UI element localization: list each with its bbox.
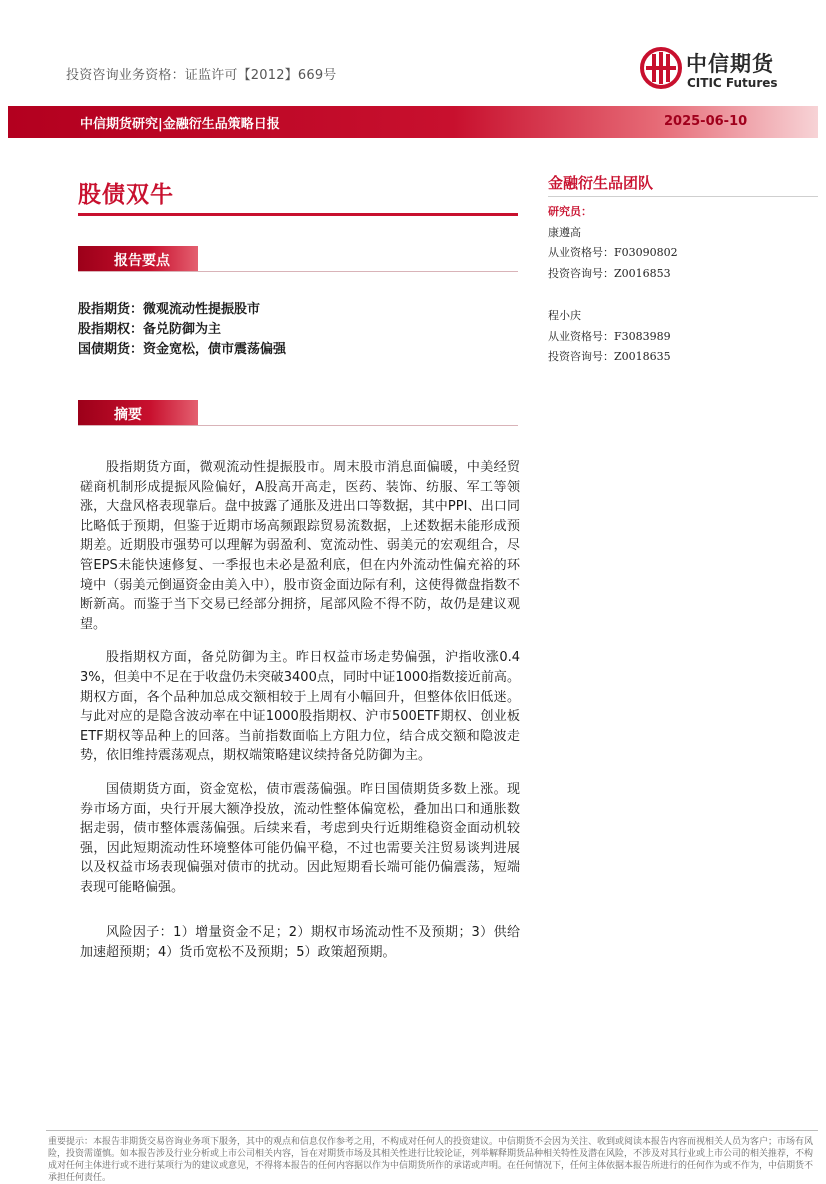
- key-point-item: 股指期货：微观流动性提振股市: [78, 302, 261, 317]
- report-date: 2025-06-10: [664, 114, 748, 129]
- abstract-label: 摘要: [114, 407, 142, 423]
- logo-cn-text: 中信期货: [686, 52, 774, 76]
- banner-title: 中信期货研究|金融衍生品策略日报: [80, 117, 280, 132]
- member-consult: 投资咨询号：Z0018635: [548, 350, 671, 363]
- team-info: [548, 202, 678, 368]
- member-name: 康遵高: [548, 225, 581, 239]
- header-banner: [8, 106, 818, 138]
- certification-text: 投资咨询业务资格：证监许可【2012】669号: [66, 68, 337, 83]
- member-consult: 投资咨询号：Z0016853: [548, 266, 671, 280]
- member-name: 程小庆: [548, 309, 581, 322]
- abstract-paragraph-index-futures: 股指期货方面，微观流动性提振股市。周末股市消息面偏暖，中美经贸磋商机制形成提振风险偏好，A股高开高走，医药、装饰、纺服、军工等领涨，大盘风格表现靠后。盘中披露了通胀及进出口等数据，其中PPI、出口同比略低于预期，但鉴于近期市场高频跟踪贸易流数据，上述数据未能形成预期差。近期股市强势可以理解为弱盈利、宽流动性、弱美元的宏观组合，尽管EPS未能快速修复、一季报也未必是盈利底，但在内外流动性偏充裕的环境中（弱美元倒逼资金由美入中），股市资金面边际有利，这使得微盘指数不断新高。而鉴于当下交易已经部分拥挤，尾部风险不得不防，故仍是建议观望。: [80, 460, 520, 632]
- company-logo: [640, 44, 810, 96]
- section-divider: [78, 425, 518, 426]
- key-points-label: 报告要点: [114, 253, 170, 269]
- spacer: [548, 284, 678, 306]
- footer-divider: [46, 1130, 818, 1131]
- abstract-paragraph-risk-factors: 风险因子：1）增量资金不足；2）期权市场流动性不及预期；3）供给加速超预期；4）货币宽松不及预期；5）政策超预期。: [80, 925, 520, 961]
- team-title: 金融衍生品团队: [548, 174, 654, 192]
- key-points-list: [78, 300, 286, 360]
- citic-logo-icon: [640, 46, 682, 90]
- key-point-item: 股指期权：备兑防御为主: [78, 322, 222, 337]
- section-divider: [78, 271, 518, 272]
- abstract-paragraph-bond-futures: 国债期货方面，资金宽松，债市震荡偏强。昨日国债期货多数上涨。现券市场方面，央行开展大额净投放，流动性整体偏宽松，叠加出口和通胀数据走弱，债市整体震荡偏强。后续来看，考虑到央行近期维稳资金面动机较强，因此短期流动性环境整体可能仍偏平稳，不过也需要关注贸易谈判进展以及权益市场表现偏强对债市的扰动。因此短期看长端可能仍偏震荡，短端表现可能略偏强。: [80, 781, 520, 895]
- abstract-header: [78, 400, 518, 426]
- title-divider: [78, 213, 518, 216]
- role-label: 研究员：: [548, 205, 592, 218]
- key-point-item: 国债期货：资金宽松，债市震荡偏强: [78, 342, 287, 357]
- member-license: 从业资格号：F03090802: [548, 246, 678, 259]
- team-divider: [548, 196, 818, 197]
- abstract-paragraph-index-options: 股指期权方面，备兑防御为主。昨日权益市场走势偏强，沪指收涨0.43%，但美中不足在于收盘仍未突破3400点，同时中证1000指数接近前高。期权方面，各个品种加总成交额相较于上周有小幅回升，但整体依旧低迷。与此对应的是隐含波动率在中证1000股指期权、沪市500ETF期权、创业板ETF期权等品种上的回落。当前指数面临上方阻力位，结合成交额和隐波走势，依旧维持震荡观点，期权端策略建议续持备兑防御为主。: [80, 650, 520, 764]
- member-license: 从业资格号：F3083989: [548, 329, 671, 343]
- abstract-body: [80, 458, 520, 977]
- report-title: 股债双牛: [78, 182, 174, 208]
- logo-en-text: CITIC Futures: [687, 76, 778, 90]
- disclaimer-text: 重要提示：本报告非期货交易咨询业务项下服务，其中的观点和信息仅作参考之用，不构成对任何人的投资建议。中信期货不会因为关注、收到或阅读本报告内容而视相关人员为客户；市场有风险，投资需谨慎。如本报告涉及行业分析或上市公司相关内容，旨在对期货市场及其相关性进行比较论证，列举解释期货品种相关特性及潜在风险，不涉及对其行业或上市公司的相关推荐，不构成对任何主体进行或不进行某项行为的建议或意见，不得将本报告的任何内容据以作为中信期货所作的承诺或声明。在任何情况下，任何主体依据本报告所进行的任何作为或不作为，中信期货不承担任何责任。: [48, 1137, 814, 1183]
- key-points-header: [78, 246, 518, 272]
